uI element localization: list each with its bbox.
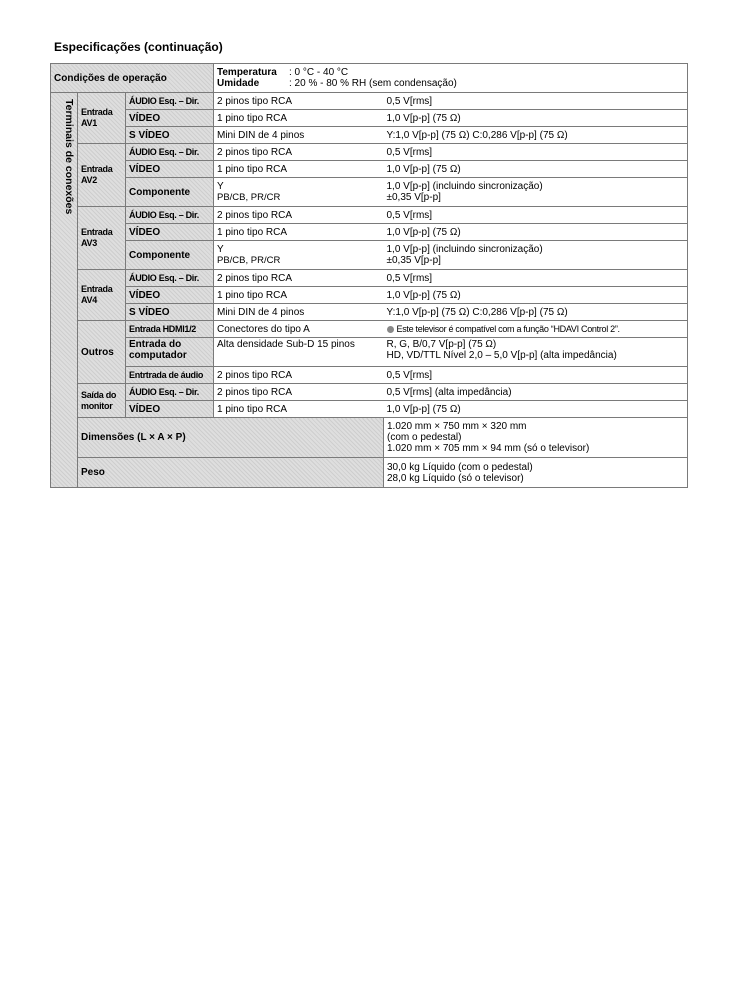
table-row (51, 304, 688, 321)
component-pbpr-spec: ±0,35 V[p-p] (386, 255, 441, 266)
type-cell: Entrada do computador (126, 338, 214, 367)
connector-cell: 2 pinos tipo RCA (214, 367, 384, 384)
dimensions-line-2: (com o pedestal) (387, 432, 462, 443)
spec-cell (384, 241, 688, 270)
table-row (51, 144, 688, 161)
humidity-value: : 20 % - 80 % RH (sem condensação) (289, 78, 457, 89)
bullet-icon (387, 326, 394, 333)
connector-cell: 2 pinos tipo RCA (214, 93, 384, 110)
weight-row (51, 458, 688, 488)
type-cell: VÍDEO (126, 161, 214, 178)
group-av2: Entrada AV2 (78, 144, 126, 207)
table-row (51, 287, 688, 304)
type-cell: VÍDEO (126, 401, 214, 418)
weight-values (384, 458, 688, 488)
connector-cell (214, 241, 384, 270)
spec-cell: 0,5 V[rms] (384, 93, 688, 110)
page-title: Especificações (continuação) (54, 40, 223, 54)
connector-cell (214, 178, 384, 207)
connector-cell: 1 pino tipo RCA (214, 161, 384, 178)
spec-cell: 1,0 V[p-p] (75 Ω) (384, 161, 688, 178)
spec-cell: 1,0 V[p-p] (75 Ω) (384, 401, 688, 418)
table-row (51, 401, 688, 418)
group-outros: Outros (78, 321, 126, 384)
spec-cell (384, 338, 688, 367)
spec-cell: Y:1,0 V[p-p] (75 Ω) C:0,286 V[p-p] (75 Ω) (384, 127, 688, 144)
connector-cell: 1 pino tipo RCA (214, 224, 384, 241)
type-cell: Componente (126, 241, 214, 270)
connector-cell: 1 pino tipo RCA (214, 287, 384, 304)
connector-cell: 1 pino tipo RCA (214, 401, 384, 418)
type-cell: VÍDEO (126, 224, 214, 241)
weight-label: Peso (78, 458, 384, 488)
table-row (51, 207, 688, 224)
type-cell: VÍDEO (126, 110, 214, 127)
connector-cell: Mini DIN de 4 pinos (214, 127, 384, 144)
spec-cell: 0,5 V[rms] (384, 270, 688, 287)
type-cell: ÁUDIO Esq. – Dir. (126, 207, 214, 224)
table-row (51, 384, 688, 401)
table-row (51, 178, 688, 207)
table-row (51, 93, 688, 110)
type-cell: ÁUDIO Esq. – Dir. (126, 93, 214, 110)
weight-line-2: 28,0 kg Líquido (só o televisor) (387, 472, 524, 484)
dimensions-values (384, 418, 688, 458)
type-cell: ÁUDIO Esq. – Dir. (126, 144, 214, 161)
connector-cell: 2 pinos tipo RCA (214, 144, 384, 161)
table-row (51, 321, 688, 338)
spec-cell: 0,5 V[rms] (384, 144, 688, 161)
connector-cell: 1 pino tipo RCA (214, 110, 384, 127)
table-row (51, 241, 688, 270)
connector-cell: 2 pinos tipo RCA (214, 270, 384, 287)
terminals-label: Terminais de conexões (51, 93, 78, 488)
group-monitor: Saída do monitor (78, 384, 126, 418)
pc-spec-hdvd: HD, VD/TTL Nível 2,0 – 5,0 V[p-p] (alta impedância) (386, 350, 617, 361)
spec-cell (384, 178, 688, 207)
pc-spec-rgb: R, G, B/0,7 V[p-p] (75 Ω) (386, 339, 497, 350)
type-cell: Entrtrada de áudio (126, 367, 214, 384)
component-pbpr-spec: ±0,35 V[p-p] (386, 192, 441, 203)
humidity-label: Umidade (217, 78, 260, 89)
specifications-table (50, 63, 688, 488)
hdmi-note: Este televisor é compatível com a função “HDAVI Control 2”. (396, 323, 620, 334)
component-pbpr: PB/CB, PR/CR (217, 255, 281, 266)
component-y: Y (217, 181, 224, 192)
type-cell: VÍDEO (126, 287, 214, 304)
type-cell: S VÍDEO (126, 304, 214, 321)
table-row (51, 127, 688, 144)
temperature-label: Temperatura (217, 67, 277, 78)
weight-line-1: 30,0 kg Líquido (com o pedestal) (387, 461, 533, 473)
spec-cell: 0,5 V[rms] (384, 367, 688, 384)
spec-cell: Y:1,0 V[p-p] (75 Ω) C:0,286 V[p-p] (75 Ω) (384, 304, 688, 321)
group-av1: Entrada AV1 (78, 93, 126, 144)
connector-cell: 2 pinos tipo RCA (214, 384, 384, 401)
operating-row (51, 64, 688, 93)
connector-cell: Alta densidade Sub-D 15 pinos (214, 338, 384, 367)
spec-cell: 0,5 V[rms] (alta impedância) (384, 384, 688, 401)
component-y-spec: 1,0 V[p-p] (incluindo sincronização) (386, 181, 543, 192)
operating-values (214, 64, 688, 93)
dimensions-line-1: 1.020 mm × 750 mm × 320 mm (387, 421, 527, 432)
dimensions-line-3: 1.020 mm × 705 mm × 94 mm (só o televisor) (387, 443, 590, 454)
type-cell: Entrada HDMI1/2 (126, 321, 214, 338)
table-row (51, 338, 688, 367)
type-cell: ÁUDIO Esq. – Dir. (126, 384, 214, 401)
component-y-spec: 1,0 V[p-p] (incluindo sincronização) (386, 244, 543, 255)
spec-cell: 0,5 V[rms] (384, 207, 688, 224)
spec-cell: 1,0 V[p-p] (75 Ω) (384, 287, 688, 304)
component-y: Y (217, 244, 224, 255)
component-pbpr: PB/CB, PR/CR (217, 192, 281, 203)
operating-label: Condições de operação (51, 64, 214, 93)
spec-cell: 1,0 V[p-p] (75 Ω) (384, 110, 688, 127)
connector-cell: Mini DIN de 4 pinos (214, 304, 384, 321)
group-av3: Entrada AV3 (78, 207, 126, 270)
table-row (51, 224, 688, 241)
table-row (51, 161, 688, 178)
dimensions-row (51, 418, 688, 458)
connector-cell: 2 pinos tipo RCA (214, 207, 384, 224)
spec-cell: 1,0 V[p-p] (75 Ω) (384, 224, 688, 241)
type-cell: Componente (126, 178, 214, 207)
temperature-value: : 0 °C - 40 °C (289, 67, 349, 78)
table-row (51, 270, 688, 287)
dimensions-label: Dimensões (L × A × P) (78, 418, 384, 458)
spec-cell (384, 321, 688, 338)
table-row (51, 367, 688, 384)
connector-cell: Conectores do tipo A (214, 321, 384, 338)
table-row (51, 110, 688, 127)
group-av4: Entrada AV4 (78, 270, 126, 321)
type-cell: S VÍDEO (126, 127, 214, 144)
type-cell: ÁUDIO Esq. – Dir. (126, 270, 214, 287)
